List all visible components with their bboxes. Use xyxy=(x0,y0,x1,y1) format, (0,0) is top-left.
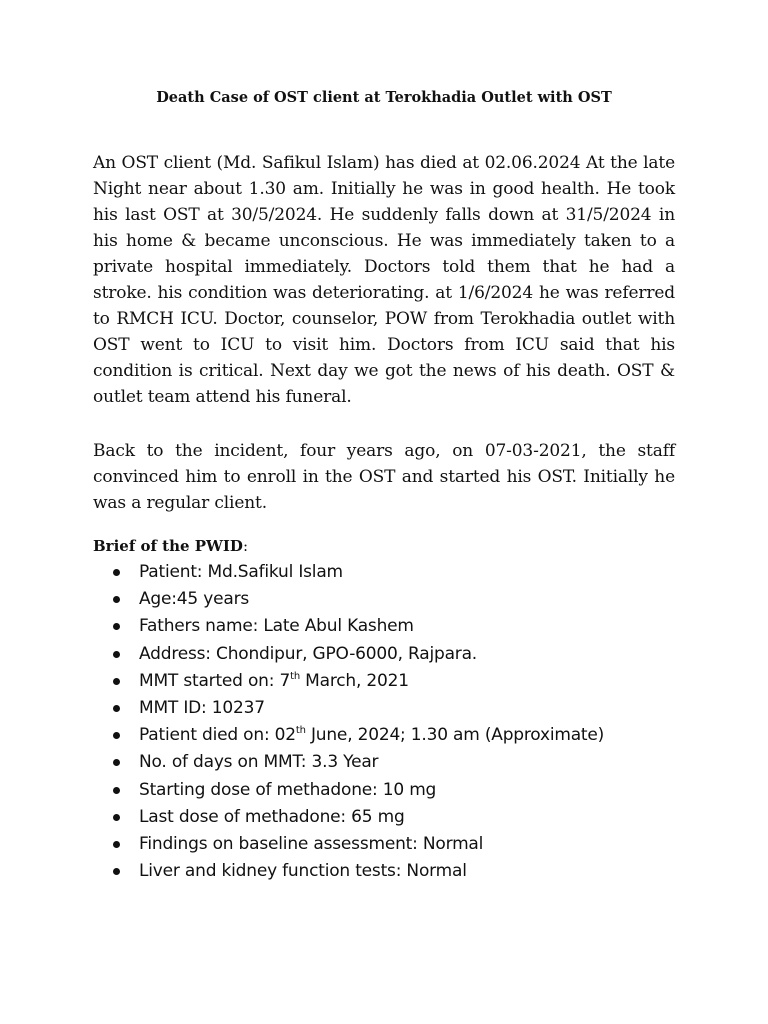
list-item-liver xyxy=(113,858,713,885)
brief-heading-label: Brief of the PWID xyxy=(93,537,243,555)
bullet-icon xyxy=(113,705,120,712)
list-item-address xyxy=(113,641,713,668)
bullet-icon xyxy=(113,678,120,685)
bullet-icon xyxy=(113,596,120,603)
list-item-died xyxy=(113,722,713,749)
list-item-text: Starting dose of methadone: 10 mg xyxy=(139,779,437,800)
bullet-icon xyxy=(113,623,120,630)
bullet-icon xyxy=(113,787,120,794)
list-item-text: Liver and kidney function tests: Normal xyxy=(139,861,467,882)
bullet-icon xyxy=(113,732,120,739)
ordinal-superscript: th xyxy=(290,670,300,682)
list-item-text-continued: March, 2021 xyxy=(299,670,409,691)
list-item-text-continued: June, 2024; 1.30 am (Approximate) xyxy=(305,725,605,746)
bullet-icon xyxy=(113,759,120,766)
list-item-text: Age:45 years xyxy=(139,589,250,610)
list-item-text: Patient: Md.Safikul Islam xyxy=(139,562,343,582)
incident-paragraph: An OST client (Md. Safikul Islam) has died at 02.06.2024 At the late Night near about 1.30 am. Initially he was in good health. He took his last OST at 30/5/2024. He suddenly falls down at 31/5/2024 in his home & became unconscious. He was immediately taken to a private hospital immediately. Doctors told them that he had a stroke. his condition was deteriorating. at 1/6/2024 he was referred to RMCH ICU. Doctor, counselor, POW from Terokhadia outlet with OST went to ICU to visit him. Doctors from ICU said that his condition is critical. Next day we got the news of his death. OST & outlet team attend his funeral. xyxy=(93,153,675,407)
list-item-mmt-started xyxy=(113,668,713,695)
bullet-icon xyxy=(113,868,120,875)
list-item-text: Findings on baseline assessment: Normal xyxy=(139,833,484,854)
list-item-text: MMT ID: 10237 xyxy=(139,697,265,718)
bullet-icon xyxy=(113,814,120,821)
list-item-patient xyxy=(113,559,713,586)
brief-heading-colon: : xyxy=(242,537,248,555)
list-item-text: Last dose of methadone: 65 mg xyxy=(139,806,405,827)
list-item-text: MMT started on: 7 xyxy=(139,670,291,691)
background-paragraph: Back to the incident, four years ago, on 07-03-2021, the staff convinced him to enroll in the OST and started his OST. Initially he was a regular client. xyxy=(93,441,675,513)
bullet-icon xyxy=(113,651,120,658)
list-item-text: Patient died on: 02 xyxy=(139,725,296,746)
list-item-days xyxy=(113,749,713,776)
patient-details-list xyxy=(113,559,713,885)
list-item-mmt-id xyxy=(113,695,713,722)
list-item-father xyxy=(113,613,713,640)
list-item-baseline xyxy=(113,831,713,858)
ordinal-superscript: th xyxy=(295,725,306,737)
list-item-start-dose xyxy=(113,777,713,804)
brief-heading xyxy=(93,536,248,556)
list-item-text: Fathers name: Late Abul Kashem xyxy=(139,616,414,637)
list-item-text: No. of days on MMT: 3.3 Year xyxy=(139,752,379,773)
list-item-text: Address: Chondipur, GPO-6000, Rajpara. xyxy=(139,643,478,664)
document-title: Death Case of OST client at Terokhadia Outlet with OST xyxy=(156,89,612,106)
list-item-last-dose xyxy=(113,804,713,831)
bullet-icon xyxy=(113,841,120,848)
list-item-age xyxy=(113,586,713,613)
bullet-icon xyxy=(113,569,120,576)
